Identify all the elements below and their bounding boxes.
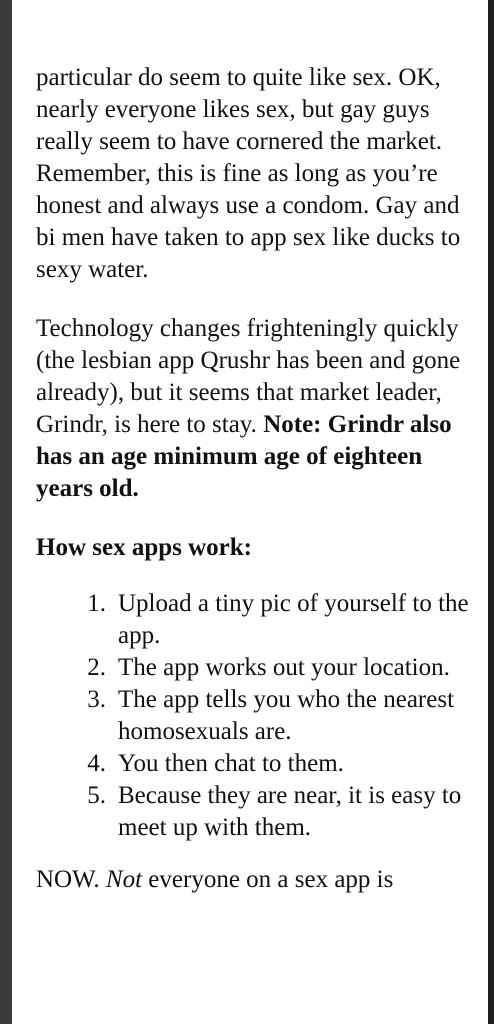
list-item-text: You then chat to them. (118, 750, 344, 777)
list-item-text: The app works out your location. (118, 654, 450, 681)
reader-page[interactable] (12, 0, 488, 1024)
closing-start: NOW. (36, 866, 100, 893)
list-item (72, 780, 470, 844)
list-item (72, 748, 470, 780)
steps-list (36, 588, 470, 844)
list-item-text: Because they are near, it is easy to meet up with them. (118, 782, 462, 841)
list-item-number: 5. (87, 782, 106, 809)
paragraph-2-text: Technology changes frighteningly quickly (the lesbian app Qrushr has been and gone already), but it seems that market leader, Grindr, is here to stay. (36, 315, 461, 438)
list-item (72, 588, 470, 652)
list-item-number: 2. (87, 654, 106, 681)
list-item-text: Upload a tiny pic of yourself to the app. (118, 590, 469, 649)
list-item-number: 3. (87, 686, 106, 713)
closing-emphasis: Not (105, 866, 143, 893)
paragraph-2-note: Note: Grindr also has an age minimum age of eighteen years old. (36, 411, 452, 502)
list-item-number: 4. (87, 750, 106, 777)
section-heading: How sex apps work: (36, 534, 252, 561)
paragraph-2 (36, 313, 470, 505)
list-item (72, 652, 470, 684)
list-item (72, 684, 470, 748)
paragraph-1: particular do seem to quite like sex. OK, nearly everyone likes sex, but gay guys really seem to have cornered the market. Remember, this is fine as long as you’re honest and always use a condom. Gay and bi men have taken to app sex like ducks to sexy water. (36, 64, 461, 283)
closing-paragraph (36, 864, 470, 896)
list-item-number: 1. (87, 590, 106, 617)
list-item-text: The app tells you who the nearest homosexuals are. (118, 686, 455, 745)
closing-rest: everyone on a sex app is (148, 866, 394, 893)
